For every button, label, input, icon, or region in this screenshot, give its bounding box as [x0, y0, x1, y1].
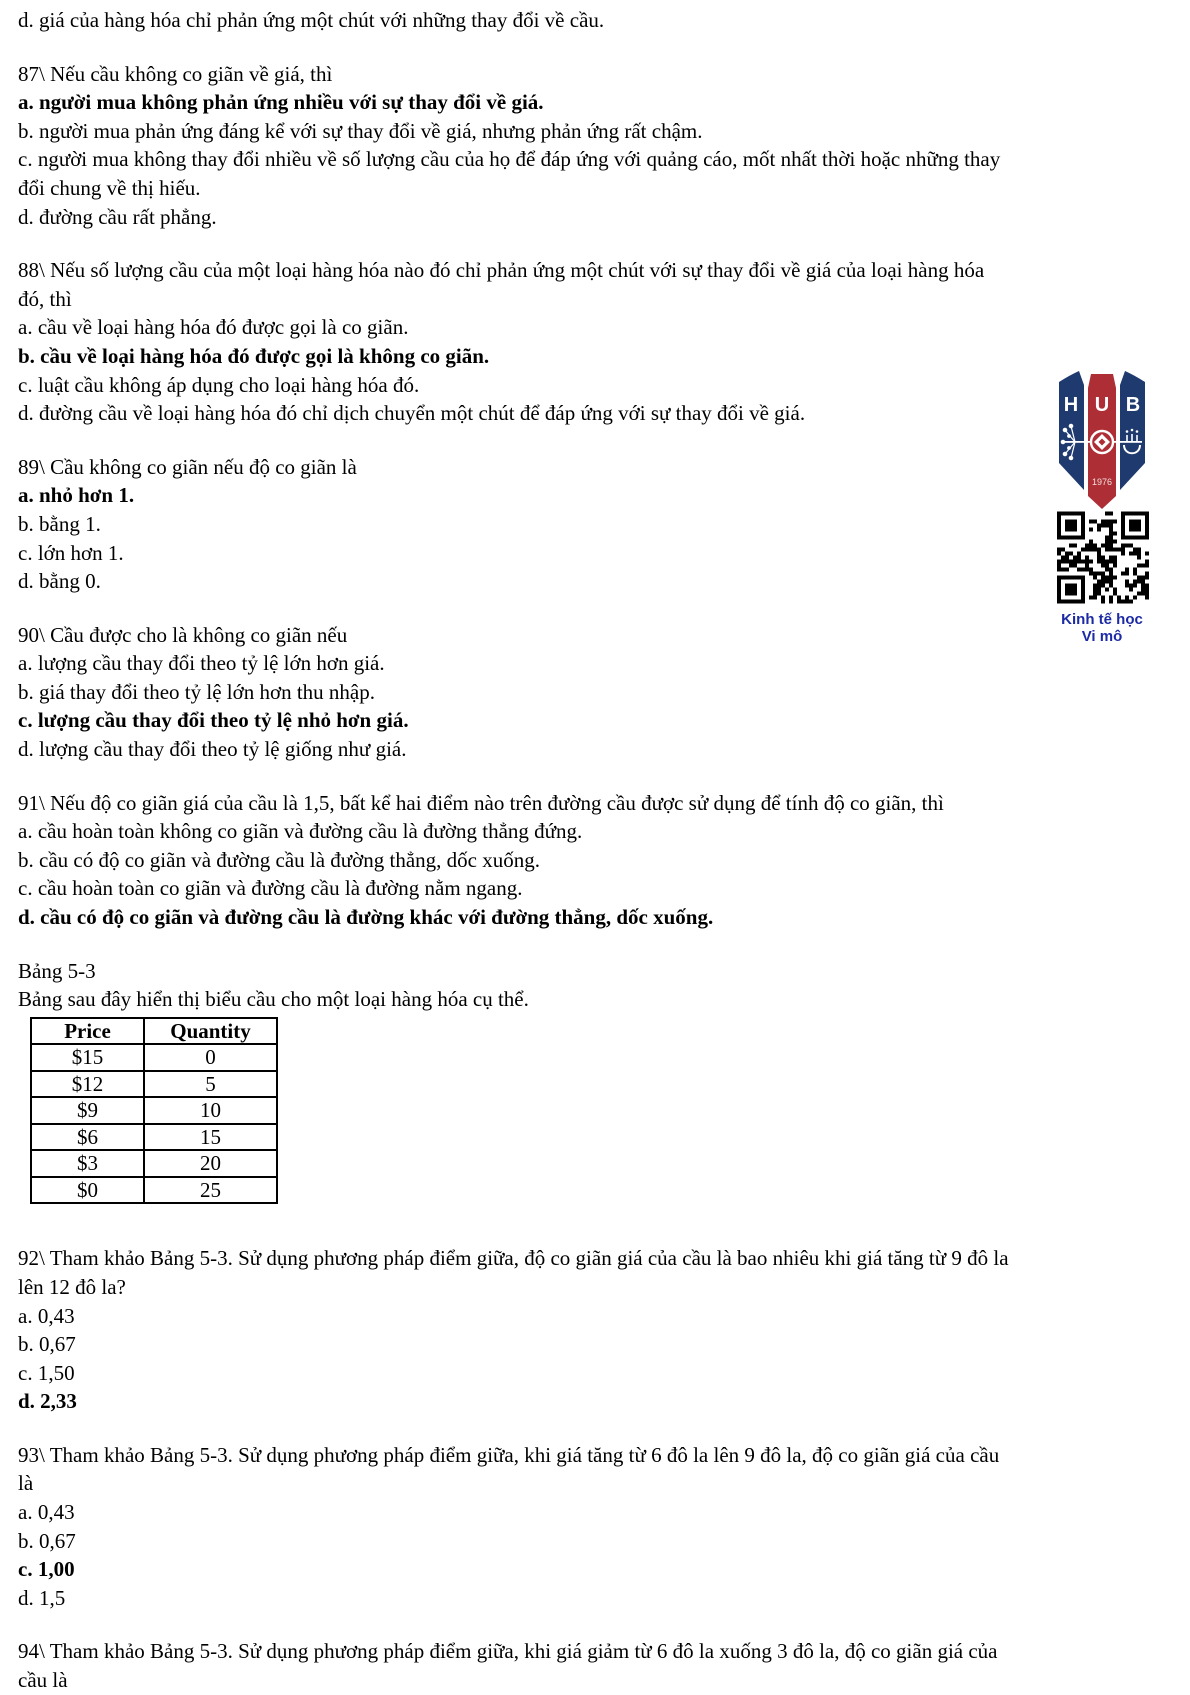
question-89-option-c: c. lớn hơn 1.	[18, 540, 124, 565]
table-header-row	[31, 1018, 277, 1045]
quantity-cell: 10	[144, 1097, 277, 1124]
logo-caption-line1: Kinh tế học	[1061, 611, 1143, 628]
question-90-prompt: 90\ Cầu được cho là không co giãn nếu	[18, 622, 348, 647]
question-89-option-a: a. nhỏ hơn 1.	[18, 483, 135, 508]
table-5-3-section	[18, 957, 1178, 1205]
question-92-prompt: 92\ Tham khảo Bảng 5-3. Sử dụng phương pháp điểm giữa, độ co giãn giá của cầu là bao nhiêu khi giá tăng từ 9 đô la	[18, 1246, 1009, 1271]
question-91-option-c: c. cầu hoàn toàn co giãn và đường cầu là đường nằm ngang.	[18, 876, 523, 901]
question-93-option-d: d. 1,5	[18, 1585, 66, 1610]
question-91-option-d: d. cầu có độ co giãn và đường cầu là đường khác với đường thẳng, dốc xuống.	[18, 905, 714, 930]
question-88-option-d: d. đường cầu về loại hàng hóa đó chỉ dịch chuyển một chút để đáp ứng với sự thay đổi về giá.	[18, 401, 806, 426]
document-page	[18, 6, 1178, 1695]
quantity-cell: 0	[144, 1044, 277, 1071]
question-87-option-b: b. người mua phản ứng đáng kể với sự thay đổi về giá, nhưng phản ứng rất chậm.	[18, 118, 703, 143]
price-header: Price	[31, 1018, 144, 1045]
diamond-emblem-icon	[1091, 431, 1113, 453]
qr-code	[1057, 511, 1149, 604]
question-92-option-c: c. 1,50	[18, 1360, 75, 1385]
price-cell: $15	[31, 1044, 144, 1071]
hub-letter-h: H	[1063, 394, 1079, 416]
table-row	[31, 1097, 277, 1124]
hub-letter-b: B	[1125, 394, 1141, 416]
question-92-option-a: a. 0,43	[18, 1303, 75, 1328]
quantity-cell: 20	[144, 1150, 277, 1177]
question-94	[18, 1637, 1178, 1694]
logo-caption-line2: Vi mô	[1081, 627, 1123, 645]
question-92	[18, 1244, 1178, 1416]
hub-shield-logo	[1057, 368, 1147, 510]
table-row	[31, 1071, 277, 1098]
price-cell: $3	[31, 1150, 144, 1177]
question-88-prompt-cont: đó, thì	[18, 286, 72, 311]
question-88-option-b: b. cầu về loại hàng hóa đó được gọi là không co giãn.	[18, 343, 490, 368]
question-89	[18, 453, 1178, 596]
question-93-prompt-cont: là	[18, 1471, 34, 1496]
question-93-option-b: b. 0,67	[18, 1528, 76, 1553]
shield-left-panel	[1059, 371, 1084, 490]
question-91-option-a: a. cầu hoàn toàn không co giãn và đường cầu là đường thẳng đứng.	[18, 819, 583, 844]
quantity-cell: 5	[144, 1071, 277, 1098]
question-87-option-a: a. người mua không phản ứng nhiều với sự thay đổi về giá.	[18, 90, 544, 115]
price-cell: $12	[31, 1071, 144, 1098]
question-90-option-a: a. lượng cầu thay đổi theo tỷ lệ lớn hơn giá.	[18, 651, 385, 676]
question-94-prompt: 94\ Tham khảo Bảng 5-3. Sử dụng phương pháp điểm giữa, khi giá giảm từ 6 đô la xuống 3 đô la, độ co giãn giá của	[18, 1639, 998, 1664]
question-90-option-c: c. lượng cầu thay đổi theo tỷ lệ nhỏ hơn giá.	[18, 708, 409, 733]
table-row	[31, 1150, 277, 1177]
question-89-option-d: d. bằng 0.	[18, 569, 101, 594]
question-92-option-b: b. 0,67	[18, 1332, 76, 1357]
price-cell: $9	[31, 1097, 144, 1124]
demand-schedule-table	[30, 1017, 278, 1205]
question-92-prompt-cont: lên 12 đô la?	[18, 1274, 126, 1299]
question-87	[18, 60, 1178, 232]
table-5-3-caption: Bảng sau đây hiển thị biểu cầu cho một loại hàng hóa cụ thể.	[18, 987, 529, 1012]
question-88	[18, 256, 1178, 428]
question-93	[18, 1441, 1178, 1613]
question-90	[18, 621, 1178, 764]
question-89-option-b: b. bằng 1.	[18, 511, 101, 536]
question-94-prompt-cont: cầu là	[18, 1668, 68, 1693]
quantity-cell: 25	[144, 1177, 277, 1204]
table-row	[31, 1044, 277, 1071]
hub-letter-u: U	[1094, 394, 1110, 416]
table-row	[31, 1124, 277, 1151]
question-91-option-b: b. cầu có độ co giãn và đường cầu là đường thẳng, dốc xuống.	[18, 847, 541, 872]
quantity-header: Quantity	[144, 1018, 277, 1045]
question-91	[18, 789, 1178, 932]
question-88-option-c: c. luật cầu không áp dụng cho loại hàng hóa đó.	[18, 372, 420, 397]
price-cell: $6	[31, 1124, 144, 1151]
question-87-option-c: c. người mua không thay đổi nhiều về số lượng cầu của họ để đáp ứng với quảng cáo, mốt nhất thời hoặc những thay	[18, 147, 1001, 172]
question-89-prompt: 89\ Cầu không co giãn nếu độ co giãn là	[18, 454, 357, 479]
question-90-option-d: d. lượng cầu thay đổi theo tỷ lệ giống như giá.	[18, 737, 407, 762]
table-row	[31, 1177, 277, 1204]
question-93-option-c: c. 1,00	[18, 1557, 75, 1582]
question-87-prompt: 87\ Nếu cầu không co giãn về giá, thì	[18, 61, 333, 86]
carryover-option-d: d. giá của hàng hóa chỉ phản ứng một chút với những thay đổi về cầu.	[18, 8, 605, 32]
carryover-option-block	[18, 6, 1178, 35]
question-87-option-d: d. đường cầu rất phẳng.	[18, 204, 217, 229]
question-87-option-c-cont: đổi chung về thị hiếu.	[18, 175, 201, 200]
quantity-cell: 15	[144, 1124, 277, 1151]
question-91-prompt: 91\ Nếu độ co giãn giá của cầu là 1,5, bất kể hai điểm nào trên đường cầu được sử dụng để tính độ co giãn, thì	[18, 790, 944, 815]
question-88-option-a: a. cầu về loại hàng hóa đó được gọi là co giãn.	[18, 315, 409, 340]
price-cell: $0	[31, 1177, 144, 1204]
question-93-prompt: 93\ Tham khảo Bảng 5-3. Sử dụng phương pháp điểm giữa, khi giá tăng từ 6 đô la lên 9 đô la, độ co giãn giá của cầu	[18, 1442, 1000, 1467]
question-92-option-d: d. 2,33	[18, 1389, 77, 1414]
table-5-3-title: Bảng 5-3	[18, 958, 96, 983]
logo-year: 1976	[1091, 477, 1113, 487]
logo-caption	[1037, 612, 1167, 645]
question-93-option-a: a. 0,43	[18, 1500, 75, 1525]
question-90-option-b: b. giá thay đổi theo tỷ lệ lớn hơn thu nhập.	[18, 679, 375, 704]
question-88-prompt: 88\ Nếu số lượng cầu của một loại hàng hóa nào đó chỉ phản ứng một chút với sự thay đổi về giá của loại hàng hóa	[18, 258, 985, 283]
